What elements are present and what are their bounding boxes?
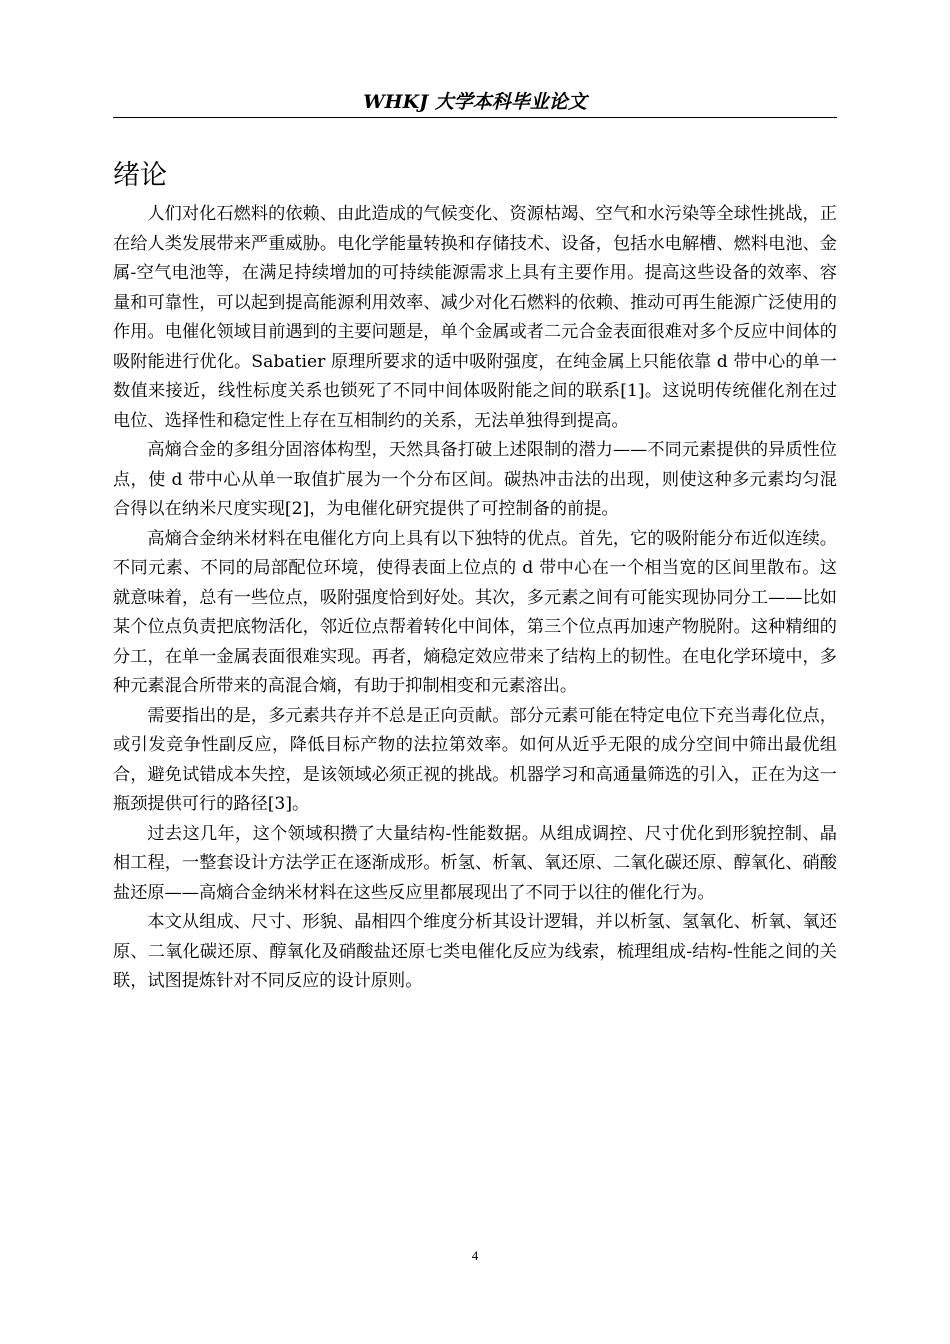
paragraph-5: 过去这几年，这个领域积攒了大量结构-性能数据。从组成调控、尺寸优化到形貌控制、晶相工程，一整套设计方法学正在逐渐成形。析氢、析氧、氧还原、二氧化碳还原、醇氧化、硝酸盐还原——高熵合金纳米材料在这些反应里都展现出了不同于以往的催化行为。: [113, 823, 837, 903]
paragraph-6: 本文从组成、尺寸、形貌、晶相四个维度分析其设计逻辑，并以析氢、氢氧化、析氧、氧还原、二氧化碳还原、醇氧化及硝酸盐还原七类电催化反应为线索，梳理组成-结构-性能之间的关联，试图提炼针对不同反应的设计原则。: [113, 912, 837, 991]
section-body: [113, 200, 837, 997]
paragraph-4: 需要指出的是，多元素共存并不总是正向贡献。部分元素可能在特定电位下充当毒化位点，或引发竞争性副反应，降低目标产物的法拉第效率。如何从近乎无限的成分空间中筛出最优组合，避免试错成本失控，是该领域必须正视的挑战。机器学习和高通量筛选的引入，正在为这一瓶颈提供可行的路径[3]。: [113, 705, 837, 814]
page-number: 4: [471, 1248, 479, 1263]
paragraph-2: 高熵合金的多组分固溶体构型，天然具备打破上述限制的潜力——不同元素提供的异质性位点，使 d 带中心从单一取值扩展为一个分布区间。碳热冲击法的出现，则使这种多元素均匀混合得以在纳米尺度实现[2]，为电催化研究提供了可控制备的前提。: [113, 440, 837, 519]
paragraph-3: 高熵合金纳米材料在电催化方向上具有以下独特的优点。首先，它的吸附能分布近似连续。不同元素、不同的局部配位环境，使得表面上位点的 d 带中心在一个相当宽的区间里散布。这就意味着，总有一些位点，吸附强度恰到好处。其次，多元素之间有可能实现协同分工——比如某个位点负责把底物活化，邻近位点帮着转化中间体，第三个位点再加速产物脱附。这种精细的分工，在单一金属表面很难实现。再者，熵稳定效应带来了结构上的韧性。在电化学环境中，多种元素混合所带来的高混合熵，有助于抑制相变和元素溶出。: [113, 528, 837, 696]
paragraph-1: 人们对化石燃料的依赖、由此造成的气候变化、资源枯竭、空气和水污染等全球性挑战，正在给人类发展带来严重威胁。电化学能量转换和存储技术、设备，包括水电解槽、燃料电池、金属-空气电池等，在满足持续增加的可持续能源需求上具有主要作用。提高这些设备的效率、容量和可靠性，可以起到提高能源利用效率、减少对化石燃料的依赖、推动可再生能源广泛使用的作用。电催化领域目前遇到的主要问题是，单个金属或者二元合金表面很难对多个反应中间体的吸附能进行优化。Sabatier 原理所要求的适中吸附强度，在纯金属上只能依靠 d 带中心的单一数值来接近，线性标度关系也锁死了不同中间体吸附能之间的联系[1]。这说明传统催化剂在过电位、选择性和稳定性上存在互相制约的关系，无法单独得到提高。: [113, 204, 837, 431]
header-divider: [113, 117, 837, 118]
running-header: WHKJ 大学本科毕业论文: [363, 91, 587, 113]
section-title: 绪论: [113, 160, 167, 191]
